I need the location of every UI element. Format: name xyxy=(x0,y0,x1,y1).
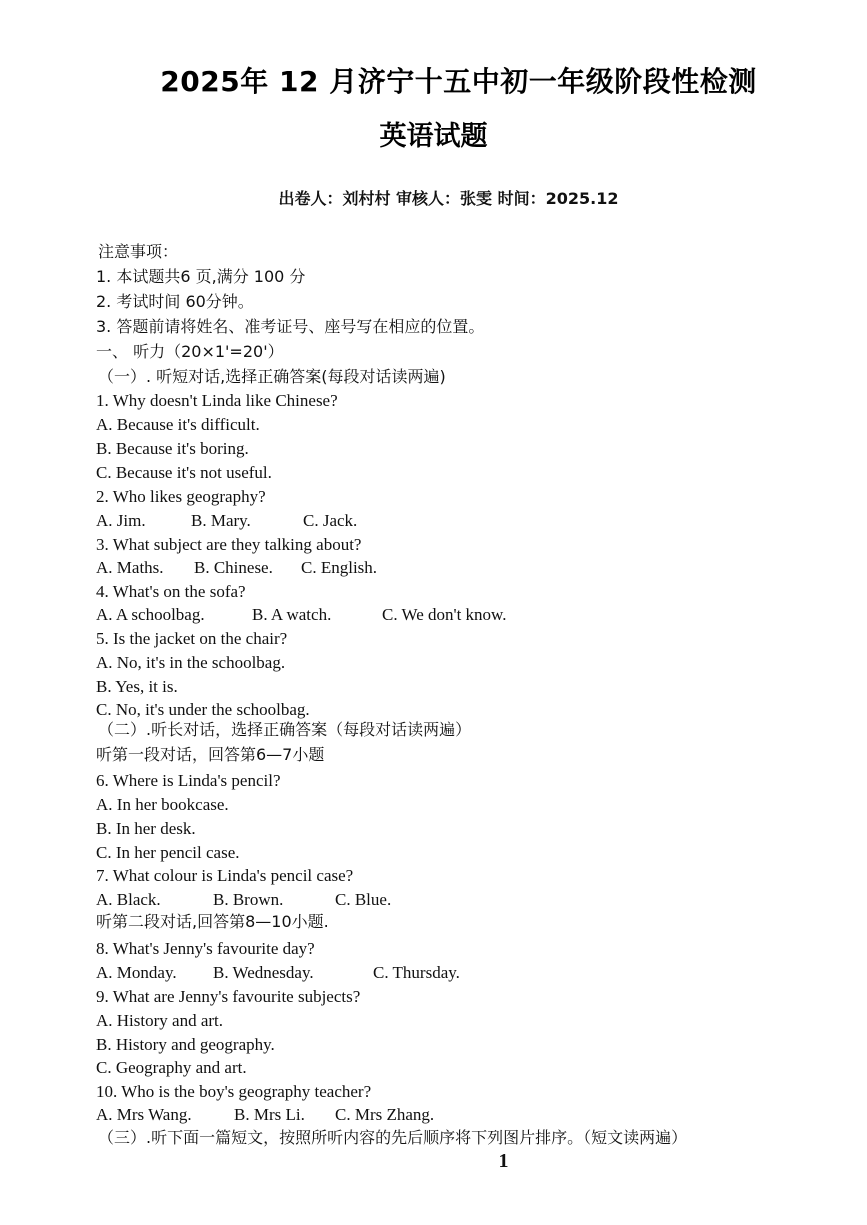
answer-option: A. History and art. xyxy=(96,1011,224,1030)
author-meta: 出卷人：刘村村 审核人：张雯 时间：2025.12 xyxy=(278,189,619,208)
notice-item: 1. 本试题共6 页,满分 100 分 xyxy=(96,267,306,286)
notice-item: 2. 考试时间 60分钟。 xyxy=(96,292,254,311)
answer-option: C. Mrs Zhang. xyxy=(335,1105,435,1124)
answer-option: A. Black. xyxy=(96,890,161,909)
question-text: 6. Where is Linda's pencil? xyxy=(96,771,281,790)
option-row xyxy=(96,963,460,983)
answer-option: B. Wednesday. xyxy=(213,963,314,982)
answer-option: C. Thursday. xyxy=(373,963,460,982)
page-number: 1 xyxy=(498,1150,509,1172)
answer-option: A. Maths. xyxy=(96,558,164,577)
answer-option: B. Because it's boring. xyxy=(96,439,249,458)
section-heading: 一、 听力（20×1'=20'） xyxy=(96,342,284,361)
answer-option: C. Blue. xyxy=(335,890,392,909)
answer-option: B. Mrs Li. xyxy=(234,1105,305,1124)
dialog-instruction: 听第一段对话，回答第6—7小题 xyxy=(96,745,325,764)
answer-option: B. In her desk. xyxy=(96,819,196,838)
question-text: 8. What's Jenny's favourite day? xyxy=(96,939,315,958)
answer-option: B. A watch. xyxy=(252,605,332,624)
answer-option: B. Yes, it is. xyxy=(96,677,178,696)
answer-option: C. No, it's under the schoolbag. xyxy=(96,700,310,719)
answer-option: A. Monday. xyxy=(96,963,177,982)
answer-option: A. Mrs Wang. xyxy=(96,1105,192,1124)
question-text: 5. Is the jacket on the chair? xyxy=(96,629,288,648)
dialog-instruction: 听第二段对话,回答第8—10小题. xyxy=(96,912,329,931)
answer-option: C. We don't know. xyxy=(382,605,507,624)
answer-option: C. Because it's not useful. xyxy=(96,463,272,482)
answer-option: A. Because it's difficult. xyxy=(96,415,260,434)
question-text: 3. What subject are they talking about? xyxy=(96,535,362,554)
answer-option: A. No, it's in the schoolbag. xyxy=(96,653,286,672)
option-row xyxy=(96,605,506,625)
page-title: 2025年 12 月济宁十五中初一年级阶段性检测 xyxy=(160,65,757,98)
answer-option: C. Jack. xyxy=(303,511,358,530)
notice-heading: 注意事项： xyxy=(98,242,179,261)
question-text: 9. What are Jenny's favourite subjects? xyxy=(96,987,361,1006)
page-subtitle: 英语试题 xyxy=(379,121,488,152)
option-row xyxy=(96,1105,434,1125)
question-text: 10. Who is the boy's geography teacher? xyxy=(96,1082,372,1101)
option-row xyxy=(96,890,391,910)
answer-option: A. Jim. xyxy=(96,511,146,530)
answer-option: A. In her bookcase. xyxy=(96,795,229,814)
question-text: 2. Who likes geography? xyxy=(96,487,266,506)
question-text: 7. What colour is Linda's pencil case? xyxy=(96,866,354,885)
option-row xyxy=(96,558,377,578)
part-heading: （一）. 听短对话,选择正确答案(每段对话读两遍) xyxy=(98,367,446,386)
answer-option: A. A schoolbag. xyxy=(96,605,205,624)
answer-option: C. In her pencil case. xyxy=(96,843,240,862)
answer-option: C. Geography and art. xyxy=(96,1058,247,1077)
answer-option: B. Chinese. xyxy=(194,558,273,577)
answer-option: B. History and geography. xyxy=(96,1035,275,1054)
question-text: 4. What's on the sofa? xyxy=(96,582,246,601)
answer-option: B. Mary. xyxy=(191,511,251,530)
notice-item: 3. 答题前请将姓名、准考证号、座号写在相应的位置。 xyxy=(96,317,485,336)
part-heading: （三）.听下面一篇短文，按照所听内容的先后顺序将下列图片排序。（短文读两遍） xyxy=(98,1128,688,1147)
answer-option: B. Brown. xyxy=(213,890,284,909)
question-text: 1. Why doesn't Linda like Chinese? xyxy=(96,391,338,410)
part-heading: （二）.听长对话，选择正确答案（每段对话读两遍） xyxy=(98,720,472,739)
answer-option: C. English. xyxy=(301,558,378,577)
option-row xyxy=(96,511,357,531)
